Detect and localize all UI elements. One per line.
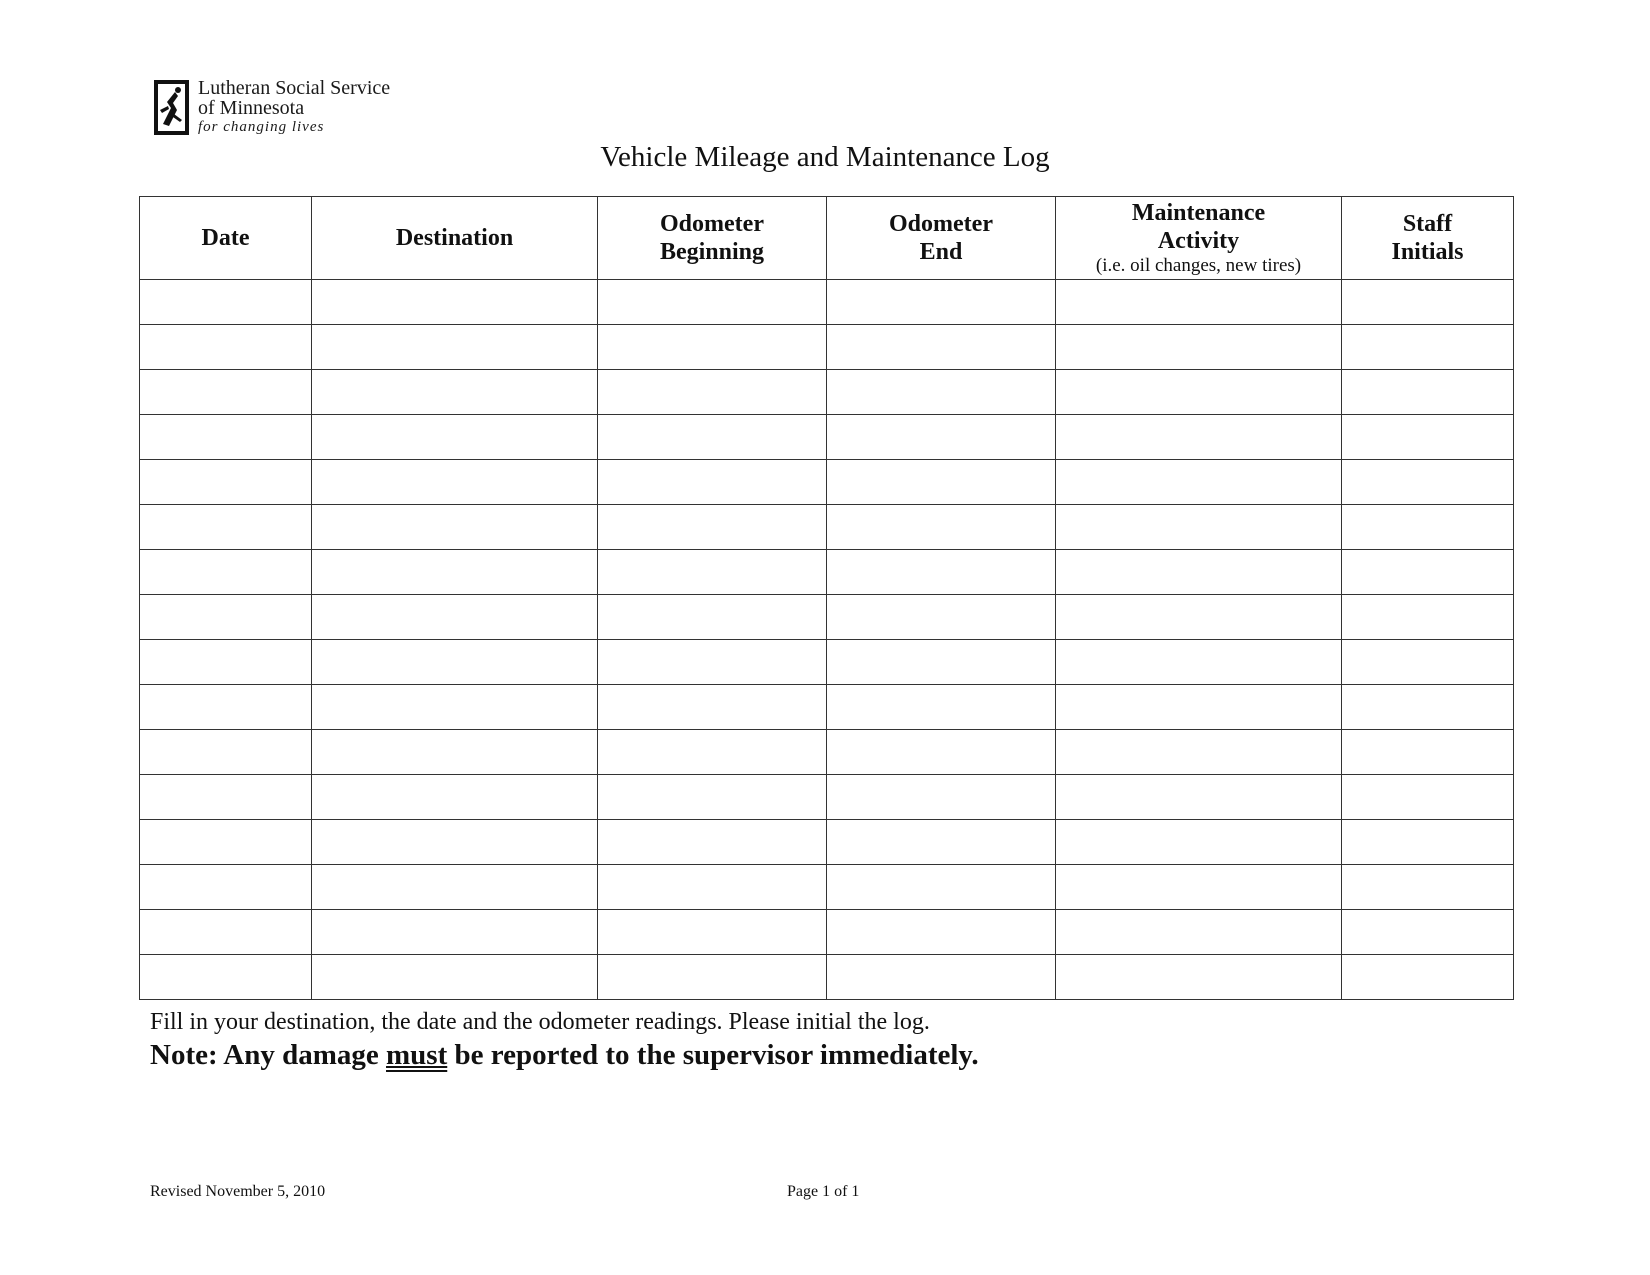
logo-org-name-line2: of Minnesota [198,97,305,119]
cell-destination [312,550,598,595]
cell-staff-initials [1342,460,1514,505]
cell-maintenance-activity [1056,820,1342,865]
column-header-maintenance-activity [1056,197,1342,280]
cell-date [140,370,312,415]
cell-maintenance-activity [1056,595,1342,640]
cell-date [140,280,312,325]
damage-warning [150,1038,979,1072]
cell-destination [312,460,598,505]
warning-text-start: Note: Any damage [150,1039,387,1071]
cell-odometer-beginning [598,595,827,640]
column-header-odometer-end [827,197,1056,280]
mileage-log-table [139,196,1514,1000]
cell-date [140,730,312,775]
cell-destination [312,415,598,460]
maintenance-header-line1: Maintenance [1131,200,1266,226]
cell-odometer-end [827,460,1056,505]
cell-odometer-end [827,820,1056,865]
cell-staff-initials [1342,955,1514,1000]
cell-odometer-end [827,595,1056,640]
cell-date [140,460,312,505]
cell-odometer-end [827,505,1056,550]
cell-odometer-beginning [598,685,827,730]
cell-destination [312,955,598,1000]
cell-staff-initials [1342,415,1514,460]
maintenance-header-note: (i.e. oil changes, new tires) [1095,255,1302,276]
staff-initials-header-line2: Initials [1391,239,1464,265]
cell-date [140,325,312,370]
cell-staff-initials [1342,730,1514,775]
cell-destination [312,865,598,910]
table-row [140,910,1514,955]
cell-odometer-end [827,370,1056,415]
page-number: Page 1 of 1 [787,1183,860,1200]
staff-initials-header-line1: Staff [1402,211,1453,237]
table-row [140,550,1514,595]
cell-maintenance-activity [1056,460,1342,505]
cell-date [140,505,312,550]
cell-odometer-beginning [598,505,827,550]
table-row [140,325,1514,370]
cell-staff-initials [1342,595,1514,640]
cell-date [140,640,312,685]
cell-odometer-beginning [598,550,827,595]
instructions-text: Fill in your destination, the date and the odometer readings. Please initial the log. [150,1009,930,1035]
document-title: Vehicle Mileage and Maintenance Log [600,141,1050,173]
table-header-row [140,197,1514,280]
cell-maintenance-activity [1056,550,1342,595]
table-row [140,505,1514,550]
cell-odometer-end [827,685,1056,730]
warning-emphasis: must [386,1039,448,1071]
cell-maintenance-activity [1056,640,1342,685]
cell-maintenance-activity [1056,730,1342,775]
cell-maintenance-activity [1056,910,1342,955]
odometer-end-header-line2: End [919,239,963,265]
table-row [140,955,1514,1000]
cell-destination [312,640,598,685]
cell-date [140,865,312,910]
cell-date [140,820,312,865]
maintenance-header-line2: Activity [1157,228,1240,254]
cell-odometer-beginning [598,820,827,865]
logo-org-name-line1: Lutheran Social Service [198,77,391,99]
cell-maintenance-activity [1056,280,1342,325]
logo-tagline: for changing lives [198,119,325,135]
column-header-destination [312,197,598,280]
revision-date: Revised November 5, 2010 [150,1183,326,1200]
cell-odometer-beginning [598,280,827,325]
cell-staff-initials [1342,865,1514,910]
column-header-odometer-beginning [598,197,827,280]
cell-date [140,955,312,1000]
destination-header-label: Destination [395,225,514,251]
table-row [140,415,1514,460]
cell-odometer-beginning [598,325,827,370]
cell-destination [312,730,598,775]
table-row [140,595,1514,640]
cell-odometer-beginning [598,775,827,820]
cell-destination [312,370,598,415]
cell-date [140,550,312,595]
cell-maintenance-activity [1056,370,1342,415]
table-row [140,685,1514,730]
cell-maintenance-activity [1056,865,1342,910]
cell-staff-initials [1342,370,1514,415]
odometer-beginning-header-line1: Odometer [660,211,764,237]
cell-odometer-beginning [598,910,827,955]
table-row [140,640,1514,685]
cell-maintenance-activity [1056,505,1342,550]
cell-odometer-end [827,955,1056,1000]
cell-maintenance-activity [1056,955,1342,1000]
cell-odometer-beginning [598,415,827,460]
cell-odometer-end [827,325,1056,370]
cell-staff-initials [1342,910,1514,955]
cell-date [140,685,312,730]
cell-odometer-beginning [598,730,827,775]
cell-maintenance-activity [1056,775,1342,820]
table-row [140,820,1514,865]
table-row [140,370,1514,415]
cell-destination [312,325,598,370]
table-row [140,865,1514,910]
table-row [140,280,1514,325]
cell-destination [312,280,598,325]
cell-staff-initials [1342,280,1514,325]
cell-destination [312,820,598,865]
cell-odometer-beginning [598,370,827,415]
cell-destination [312,685,598,730]
cell-staff-initials [1342,325,1514,370]
cell-odometer-end [827,280,1056,325]
cell-odometer-beginning [598,865,827,910]
cell-date [140,595,312,640]
organization-logo [154,78,414,138]
table-row [140,460,1514,505]
cell-maintenance-activity [1056,685,1342,730]
cell-destination [312,595,598,640]
cell-odometer-end [827,550,1056,595]
cell-odometer-end [827,910,1056,955]
cell-odometer-end [827,775,1056,820]
cell-destination [312,775,598,820]
cell-date [140,415,312,460]
cell-odometer-beginning [598,955,827,1000]
cell-maintenance-activity [1056,325,1342,370]
cell-destination [312,910,598,955]
warning-text-end: be reported to the supervisor immediately. [447,1039,979,1071]
cell-staff-initials [1342,640,1514,685]
cell-odometer-end [827,730,1056,775]
cell-odometer-beginning [598,460,827,505]
column-header-staff-initials [1342,197,1514,280]
cell-odometer-end [827,415,1056,460]
cell-maintenance-activity [1056,415,1342,460]
cell-destination [312,505,598,550]
log-entries [140,280,1514,1000]
cell-staff-initials [1342,775,1514,820]
table-row [140,775,1514,820]
cell-date [140,775,312,820]
logo-mark-icon [154,80,189,135]
cell-staff-initials [1342,505,1514,550]
column-header-date [140,197,312,280]
cell-staff-initials [1342,820,1514,865]
cell-odometer-end [827,640,1056,685]
cell-odometer-end [827,865,1056,910]
date-header-label: Date [201,225,250,251]
odometer-beginning-header-line2: Beginning [659,239,765,265]
cell-staff-initials [1342,685,1514,730]
cell-odometer-beginning [598,640,827,685]
table-row [140,730,1514,775]
cell-staff-initials [1342,550,1514,595]
odometer-end-header-line1: Odometer [889,211,993,237]
cell-date [140,910,312,955]
